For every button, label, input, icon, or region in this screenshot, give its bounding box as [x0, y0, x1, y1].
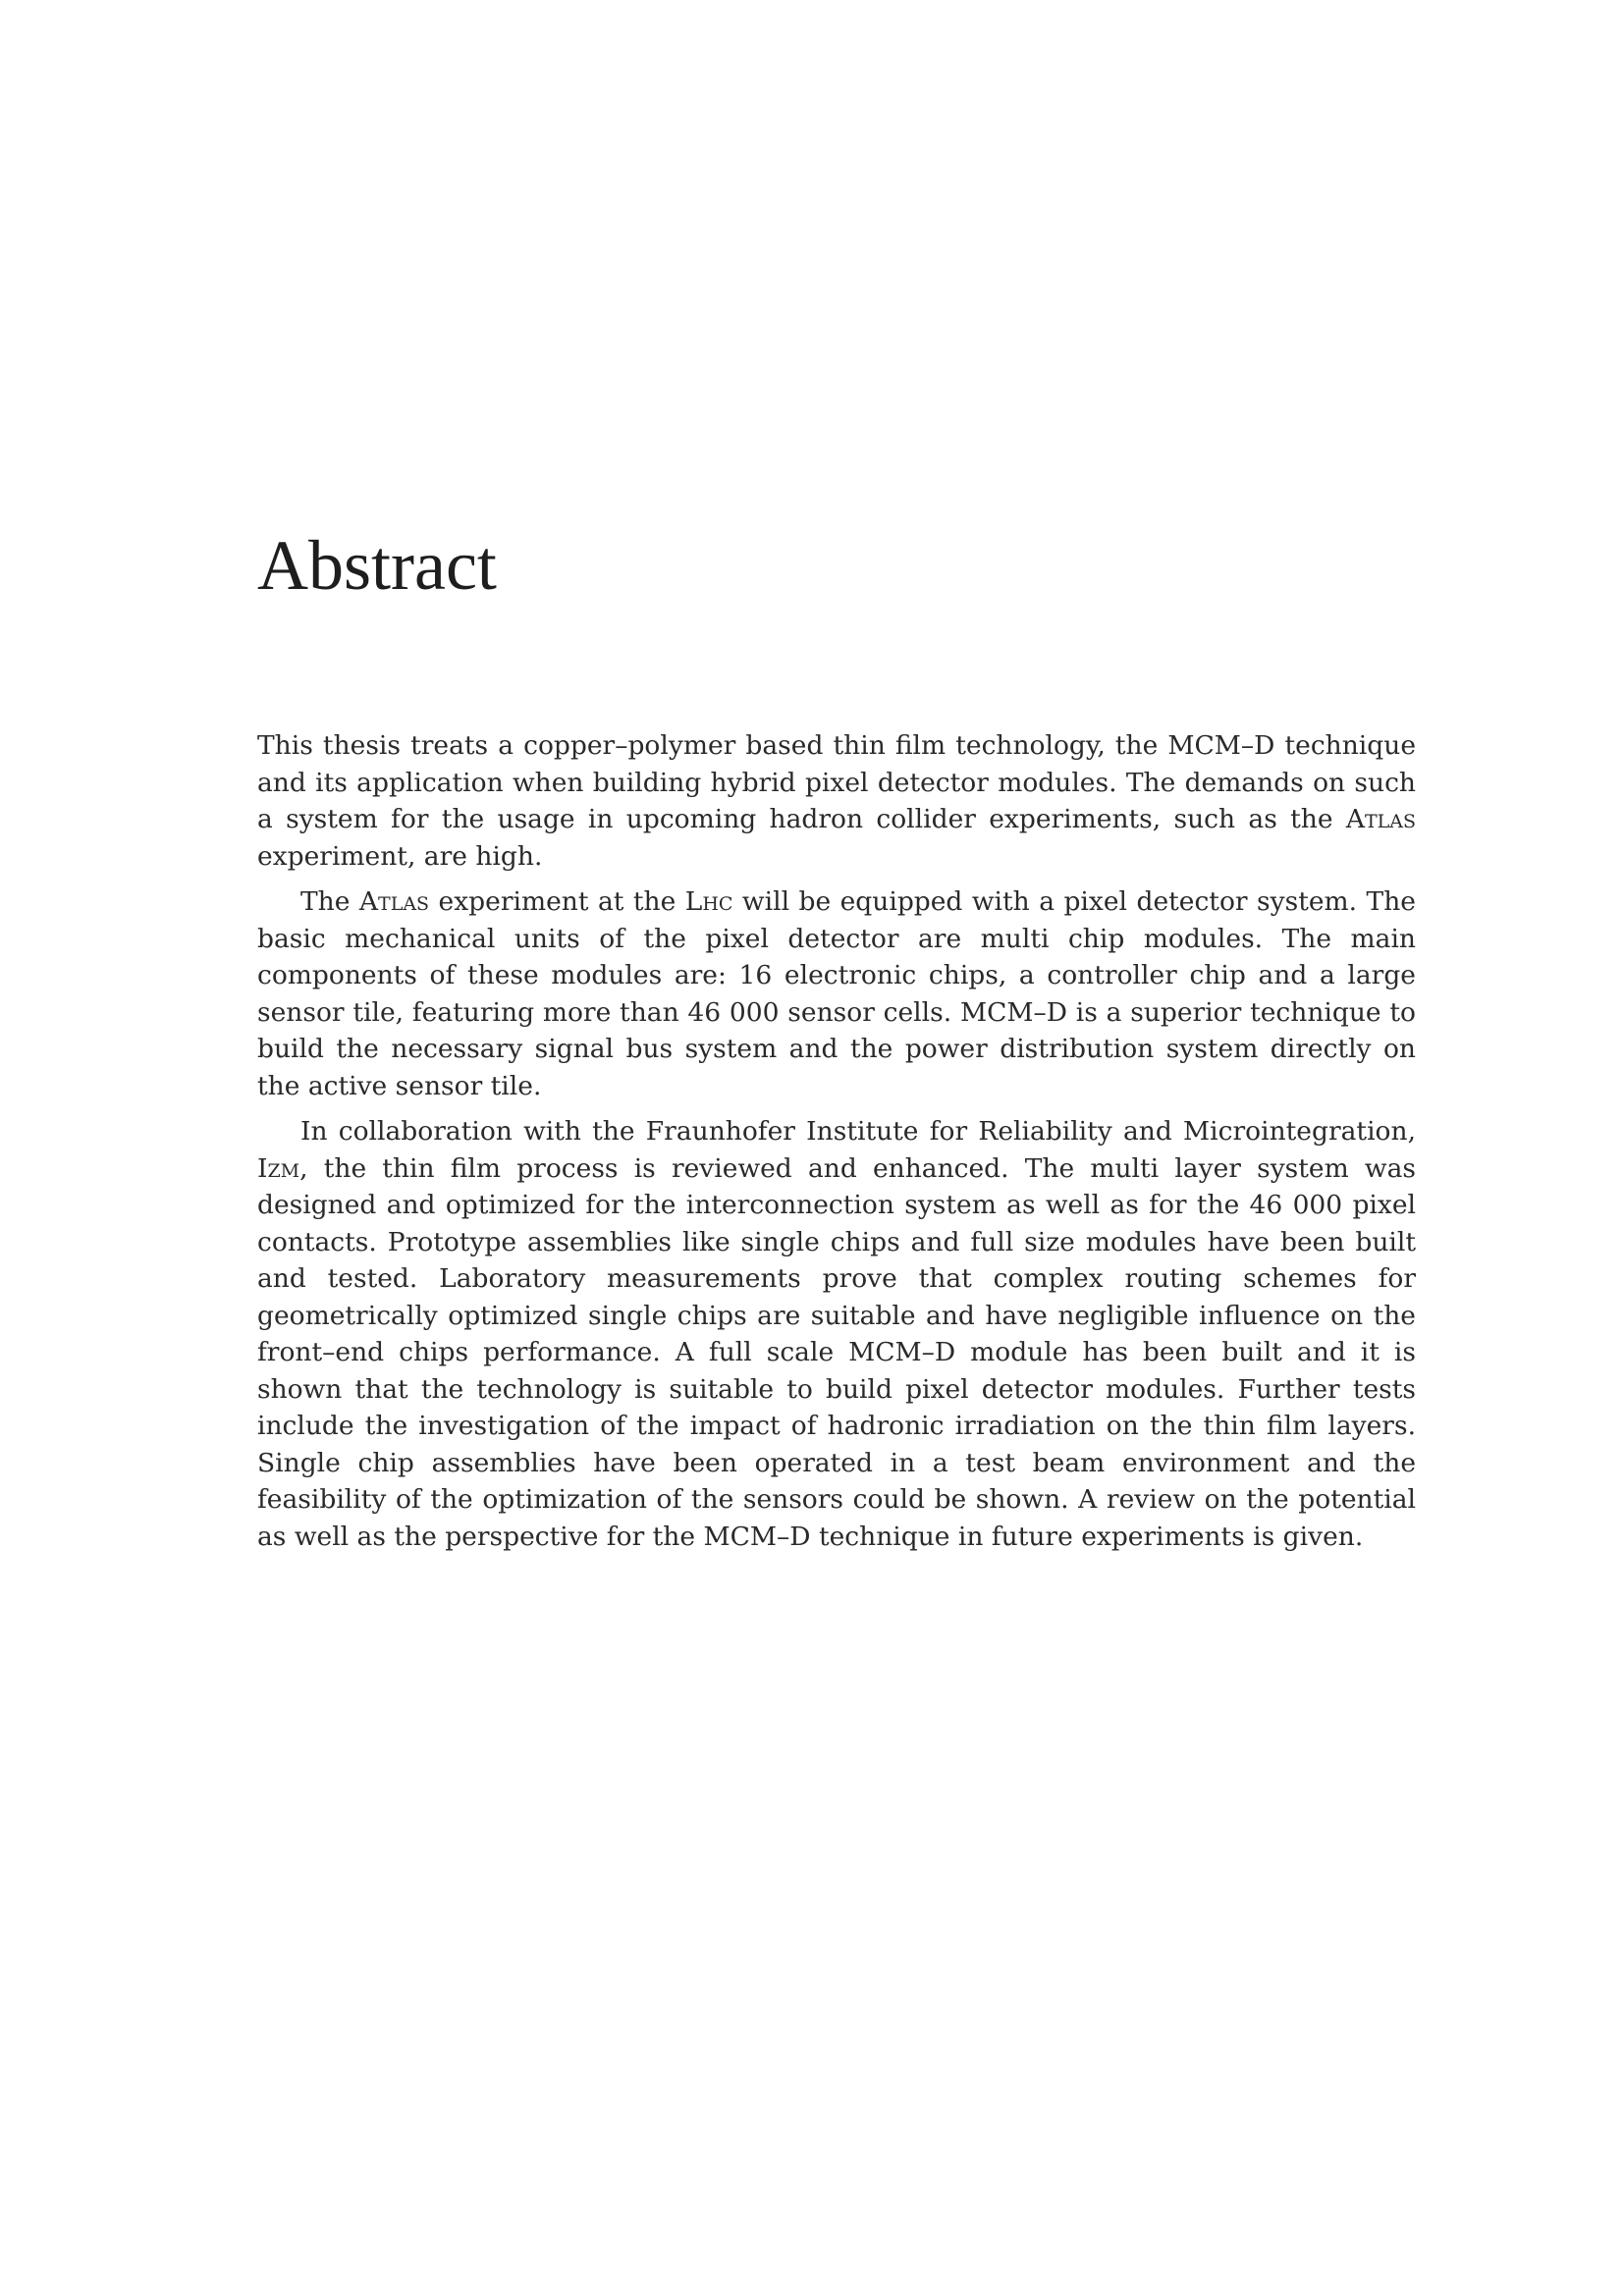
abstract-paragraph-3: [257, 1113, 1416, 1555]
small-caps-term: Atlas: [358, 886, 430, 917]
text-run: will be equipped with a pixel detector system. The basic mechanical units of the pixel detector are multi chip modules. The main components of these modules are: 16 electronic chips, a controller chip and a large sensor tile, featuring more than 46 000 sensor cells. MCM–D is a superior technique to build the necessary signal bus system and the power distribution system directly on the active sensor tile.: [257, 886, 1416, 1101]
abstract-paragraph-2: [257, 883, 1416, 1104]
abstract-paragraph-1: [257, 727, 1416, 875]
small-caps-term: Lhc: [684, 886, 733, 917]
abstract-body: [257, 727, 1416, 1564]
text-run: The: [300, 886, 359, 917]
text-run: , the thin film process is reviewed and enhanced. The multi layer system was designed and optimized for the interconnection system as well as for the 46 000 pixel contacts. Prototype assemblies like single chips and full size modules have been built and tested. Laboratory measurements prove that complex routing schemes for geometrically optimized single chips are suitable and have negligible influence on the front–end chips performance. A full scale MCM–D module has been built and it is shown that the technology is suitable to build pixel detector modules. Further tests include the investigation of the impact of hadronic irradiation on the thin film layers. Single chip assemblies have been operated in a test beam environment and the feasibility of the optimization of the sensors could be shown. A review on the potential as well as the perspective for the MCM–D technique in future experiments is given.: [257, 1152, 1416, 1552]
text-run: experiment at the: [429, 886, 685, 917]
small-caps-term: Atlas: [1345, 804, 1416, 834]
page-title: Abstract: [257, 526, 497, 605]
text-run: This thesis treats a copper–polymer based thin film technology, the MCM–D technique and its application when building hybrid pixel detector modules. The demands on such a system for the usage in upcoming hadron collider experiments, such as the: [257, 730, 1416, 834]
small-caps-term: Izm: [257, 1152, 300, 1184]
text-run: experiment, are high.: [257, 840, 543, 872]
text-run: In collaboration with the Fraunhofer Institute for Reliability and Microintegration,: [300, 1116, 1416, 1147]
